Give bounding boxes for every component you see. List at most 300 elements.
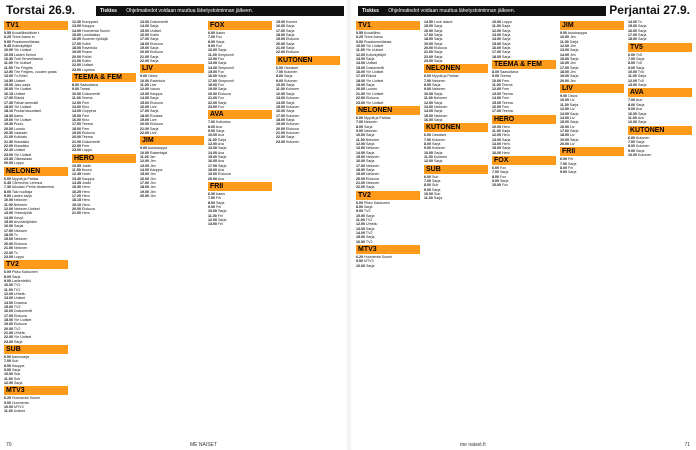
program-listing: 10.00 Sarja xyxy=(424,150,443,155)
program-listing: 14.00 Uutiset xyxy=(356,61,378,66)
program-listing: 11.00 Sarja xyxy=(424,196,443,201)
program-listing: 11.00 Live xyxy=(140,83,157,88)
program-listing: 11.00 Frii xyxy=(208,213,223,218)
program-listing: 10.00 Sarja xyxy=(276,83,295,88)
program-listing: 19.00 Elokuva xyxy=(208,172,231,177)
program-listing: 7.00 Sub xyxy=(4,359,19,364)
program-listing: 6.00 Ostokset xyxy=(424,133,447,138)
program-listing: 15.00 Arvostelijoiden xyxy=(4,220,38,225)
program-listing: 10.00 Sarja xyxy=(356,213,375,218)
program-listing: 18.00 Sarja xyxy=(276,33,295,38)
program-listing: 11.50 The Feights xyxy=(4,65,33,70)
program-listing: 9.00 Lasten sarja xyxy=(4,194,32,199)
program-listing: 10.00 Loppu xyxy=(492,20,512,24)
program-listing: 00.00 Loppu xyxy=(4,161,24,166)
channel-header: TV2 xyxy=(4,260,68,269)
program-listing: 6.00 Fox xyxy=(492,165,506,170)
program-listing: 21.00 Kotikatu xyxy=(4,135,27,140)
program-listing: 15.00 Sarja xyxy=(492,41,511,46)
program-listing: 14.00 TV2 xyxy=(356,231,373,236)
program-listing: 11.00 Sarja xyxy=(560,39,579,44)
program-listing: 12.00 Sarja xyxy=(628,120,647,125)
program-listing: 16.00 Sarja xyxy=(628,28,647,33)
program-listing: 16.00 Fem xyxy=(492,104,510,109)
program-listing: 6.00 Tv5 xyxy=(628,52,642,57)
program-listing: 6.20 Huomenta Suomi xyxy=(4,396,40,401)
program-listing: 20.00 Luonto xyxy=(4,126,25,131)
program-listing: 10.00 Sarja xyxy=(356,263,375,268)
program-listing: 8.00 Sub xyxy=(424,183,439,188)
program-listing: 13.00 Sarja xyxy=(492,33,511,38)
left-banner-text: Ohjelmatiedot voidaan muuttua lähetystoiminnan jälkeen. xyxy=(126,8,254,14)
right-page-column xyxy=(628,20,692,438)
program-listing: 19.00 Elokuva xyxy=(4,322,27,327)
program-listing: 19.00 Elokuva xyxy=(276,37,299,42)
program-listing: 12.00 Sarja xyxy=(492,28,511,33)
program-listing: 11.00 TV2 xyxy=(4,287,21,292)
program-listing: 6.00 Ostokset xyxy=(276,65,299,70)
channel-header: TEEMA & FEM xyxy=(72,73,136,82)
program-listing: 10.00 Yle Uutiset xyxy=(356,44,384,49)
channel-header: FRII xyxy=(208,182,272,191)
program-listing: 17.00 Teema xyxy=(492,109,513,114)
program-listing: 18.15 Hero xyxy=(72,198,90,203)
program-listing: 18.00 Tv xyxy=(4,233,18,238)
program-listing: 13.00 Sarja xyxy=(208,146,227,151)
program-listing: 12.00 Tv5 xyxy=(628,78,644,83)
program-listing: 21.00 Kutonen xyxy=(276,130,300,135)
program-listing: 6.00 Kutonen xyxy=(628,135,650,140)
program-listing: 16.00 Sarja xyxy=(492,46,511,51)
program-listing: 10.00 MTV3 xyxy=(4,405,24,410)
right-page-day: Perjantai 27.9. xyxy=(609,3,690,17)
program-listing: 14.00 Huomenta Suomi xyxy=(72,28,110,33)
program-listing: 10.30 Totti Terveelliseksi xyxy=(4,57,43,62)
program-listing: 21.00 Fox xyxy=(208,96,224,101)
program-listing: 7.00 Kutonen xyxy=(276,70,298,75)
program-listing: 14.00 Simpsonit xyxy=(208,65,234,70)
program-listing: 8.00 Sarja xyxy=(356,124,373,129)
channel-header: TV5 xyxy=(628,43,692,52)
program-listing: 22.00 Sarja xyxy=(356,185,375,190)
program-listing: 16.00 Suomen tykkäjä xyxy=(72,37,108,42)
program-listing: 9.00 Sarja xyxy=(560,170,577,175)
right-banner-text: Ohjelmatiedot voidaan muuttua lähetystoiminnan jälkeen. xyxy=(388,8,516,14)
channel-header: AVA xyxy=(628,88,692,97)
program-listing: 20.00 Jim xyxy=(560,78,576,83)
program-listing: 20.00 Elokuva xyxy=(140,50,163,55)
program-listing: 13.00 Sarja xyxy=(560,48,579,53)
program-listing: 11.00 Yle Uutiset xyxy=(356,48,384,53)
channel-header: NELONEN xyxy=(4,167,68,176)
program-listing: 11.00 Sarja xyxy=(208,137,227,142)
program-listing: 17.00 Elokuva xyxy=(4,313,27,318)
program-listing: 17.00 Sarja xyxy=(140,37,159,42)
program-listing: 12.00 Liv xyxy=(560,107,575,112)
program-listing: 22.00 Uutiset xyxy=(72,63,94,68)
program-listing: 14.00 Liv xyxy=(560,115,575,120)
program-listing: 9.00 Sarja xyxy=(628,148,645,153)
program-listing: 16.00 Sarja xyxy=(424,28,443,33)
program-listing: 16.00 Dokumentti xyxy=(4,309,33,314)
program-listing: 12.00 Urheilu xyxy=(356,222,378,227)
program-listing: 10.00 Rakentajat xyxy=(140,150,168,155)
program-listing: 22.00 Sarja xyxy=(140,59,159,64)
program-listing: 11.00 Nelonen xyxy=(356,137,380,142)
program-listing: 11.00 Nelonen xyxy=(4,202,28,207)
program-listing: 12.00 Urheilu xyxy=(4,291,26,296)
program-listing: 9.45 Kotinäyttäjöt xyxy=(4,44,32,49)
program-listing: 9.00 Nelonen xyxy=(424,87,446,92)
program-listing: 8.00 Fox xyxy=(492,174,506,179)
program-listing: 11.00 Yle Uutiset xyxy=(4,61,32,66)
program-listing: 8.00 Ava xyxy=(208,124,222,129)
program-listing: 22.30 Uutiset xyxy=(4,148,26,153)
channel-header: HERO xyxy=(492,115,556,124)
program-listing: 16.00 Yle Uutiset xyxy=(4,87,32,92)
program-listing: 10.00 Sarja xyxy=(208,209,227,214)
program-listing: 21.00 Kotiin xyxy=(72,59,91,64)
program-listing: 16.00 Sarja xyxy=(276,24,295,29)
program-listing: 16.00 Ava xyxy=(208,159,224,164)
program-listing: 19.30 Puulo xyxy=(4,122,24,127)
program-listing: 19.00 Sarja xyxy=(208,87,227,92)
program-listing: 16.00 Sarja xyxy=(276,109,295,114)
program-listing: 12.45 Hotel xyxy=(72,172,91,177)
program-listing: 6.00 Aamu xyxy=(208,192,226,196)
channel-header: JIM xyxy=(140,136,204,145)
program-listing: 5.55 Kuvailiihtolähde t. xyxy=(4,31,41,35)
program-listing: 23.00 Fox xyxy=(208,104,224,109)
program-listing: 22.00 Tv xyxy=(4,250,18,255)
program-listing: 18.30 Aamu xyxy=(4,113,24,118)
program-listing: 6.00 Frii xyxy=(560,157,573,162)
channel-header: AVA xyxy=(208,110,272,119)
program-listing: 7.30 Aikuisen Perhe Akateemia xyxy=(4,185,54,190)
program-listing: 12.00 Fem xyxy=(72,100,90,105)
program-listing: 15.00 Nelonen xyxy=(424,113,448,118)
program-listing: 20.00 Elokuva xyxy=(140,122,163,127)
program-listing: 8.00 Sarja xyxy=(424,141,441,146)
program-listing: 19.00 Elokuva xyxy=(72,130,95,135)
program-listing: 7.00 Nelonen xyxy=(424,78,446,83)
program-listing: 17.30 Pahan ammatti xyxy=(4,100,39,105)
program-listing: 19.00 Sarja xyxy=(560,137,579,142)
program-listing: 18.00 Yle Uutiset xyxy=(356,78,384,83)
program-listing: 19.00 Nelonen xyxy=(4,237,28,242)
program-listing: 14.00 Sarja xyxy=(492,37,511,42)
program-listing: 7.00 Frii xyxy=(208,196,221,201)
program-listing: 17.00 Simpsonit xyxy=(208,78,234,83)
program-listing: 7.00 Nelonen xyxy=(356,120,378,125)
program-listing: 12.00 Hero xyxy=(492,133,510,138)
program-listing: 12.00 Fem xyxy=(492,87,510,92)
program-listing: 12.00 Sarja xyxy=(276,91,295,96)
program-listing: 10.00 Nelonen xyxy=(4,198,28,203)
program-listing: 11.00 Jim xyxy=(140,154,156,159)
program-listing: 14.00 Fem xyxy=(492,96,510,101)
program-listing: 9.00 Teema xyxy=(492,74,511,79)
program-listing: 10.00 Liv xyxy=(560,98,575,103)
program-listing: 11.00 Sarja xyxy=(492,128,511,133)
channel-header: FRII xyxy=(560,147,624,156)
program-listing: 19.00 Jim xyxy=(140,189,156,194)
program-listing: 18.00 Sarja xyxy=(492,54,511,59)
program-listing: 20.00 Sarja xyxy=(276,41,295,46)
left-page-column xyxy=(140,20,204,438)
program-listing: 6.00 Aamu xyxy=(208,31,226,35)
program-listing: 22.00 Sarja xyxy=(208,100,227,105)
program-listing: 19.00 Yle Uutiset xyxy=(4,117,32,122)
program-listing: 21.00 Sarja xyxy=(140,54,159,59)
program-listing: 13.00 Kutonen xyxy=(276,96,300,101)
channel-header: NELONEN xyxy=(424,64,488,73)
program-listing: 9.00 Sarja xyxy=(424,187,441,192)
program-listing: 10.00 Kutonen xyxy=(628,152,652,157)
program-listing: 14.50 Uutiset xyxy=(4,78,26,83)
program-listing: 10.00 Ava xyxy=(208,133,224,138)
program-listing: 18.00 Sarja xyxy=(276,117,295,122)
program-listing: 14.00 Kauppa xyxy=(140,167,163,172)
program-listing: 12.00 Sarja xyxy=(424,159,443,164)
program-listing: 15.00 Sarja xyxy=(208,154,227,159)
program-listing: 13.00 Nelonen xyxy=(356,146,380,151)
program-listing: 13.00 Sarja xyxy=(356,57,375,62)
program-listing: 16.15 Uutiset xyxy=(4,91,26,96)
right-page-column xyxy=(492,20,556,438)
program-listing: 17.00 Nelosen xyxy=(4,228,28,233)
program-listing: 11.00 Sub xyxy=(4,376,21,381)
program-listing: 19.00 Sarja xyxy=(424,41,443,46)
program-listing: 11.00 Simpsonit xyxy=(208,52,234,57)
right-banner-logo: Tiskiss xyxy=(362,8,379,14)
program-listing: 7.00 Sarja xyxy=(560,161,577,166)
program-listing: 15.00 Fox xyxy=(208,70,224,75)
program-listing: 23.00 Sarja xyxy=(424,59,443,64)
program-listing: 12.00 Sarja xyxy=(208,218,227,223)
program-listing: 6.00 Sub xyxy=(424,174,439,179)
program-listing: 14.00 Sarja xyxy=(276,100,295,105)
left-page-column xyxy=(276,20,340,438)
program-listing: 17.00 Sarja xyxy=(628,33,647,38)
program-listing: 12.00 Ava xyxy=(208,141,224,146)
program-listing: 12.50 The Feights, vuoden paras xyxy=(4,70,57,75)
program-listing: 16.00 Kino xyxy=(72,117,90,122)
program-listing: 8.00 Sarja xyxy=(276,74,293,79)
program-listing: 10.00 Fem xyxy=(492,78,510,83)
program-listing: 15.00 Sarja xyxy=(424,24,443,29)
program-listing: 11.50 Huora xyxy=(72,167,92,172)
program-listing: 16.25 Hero xyxy=(72,189,90,194)
right-page-number: 71 xyxy=(684,442,690,448)
program-listing: 21.30 Klassikko xyxy=(4,139,30,144)
program-listing: 15.00 Sarja xyxy=(356,235,375,240)
program-listing: 21.00 Dokumentti xyxy=(72,139,101,144)
program-listing: 16.00 Sarjat xyxy=(4,224,24,229)
program-listing: 9.00 Frii xyxy=(208,205,221,210)
program-listing: 22.00 Elokuva xyxy=(276,50,299,55)
program-listing: 8.00 Sarja xyxy=(628,102,645,107)
program-listing: 19.00 Sarja xyxy=(560,74,579,79)
program-listing: 17.00 Kotiin xyxy=(72,41,91,46)
right-page-columns xyxy=(356,20,692,438)
program-listing: 9.00 Autokauppa xyxy=(560,31,587,35)
program-listing: 14.00 Draama xyxy=(4,300,27,305)
program-listing: 14.00 Hero xyxy=(492,141,510,146)
program-listing: 14.00 Tv xyxy=(628,20,642,24)
program-listing: 21.00 Sarja xyxy=(424,50,443,55)
program-listing: 10.00 Sarja xyxy=(628,111,647,116)
program-listing: 13.00 Kauppa xyxy=(72,24,95,29)
program-listing: 7.00 Sarja xyxy=(492,170,509,175)
program-listing: 17.00 Nelonen xyxy=(356,163,380,168)
program-listing: 21.00 Nelonen xyxy=(356,181,380,185)
program-listing: 17.00 Sarja xyxy=(492,50,511,55)
channel-header: MTV3 xyxy=(4,386,68,395)
program-listing: 14.00 Sarja xyxy=(140,96,159,101)
channel-header: TV1 xyxy=(356,21,420,30)
program-listing: 14.00 Sarja xyxy=(424,109,443,114)
program-listing: 15.00 Nelonen xyxy=(356,154,380,159)
program-listing: 17.00 Kutonen xyxy=(276,113,300,118)
program-listing: 16.00 Live xyxy=(140,104,157,109)
channel-header: KUTONEN xyxy=(276,56,340,65)
right-page-column xyxy=(424,20,488,438)
program-listing: 10.00 Dokumentti xyxy=(72,91,101,96)
left-footer: ME NAISET xyxy=(190,442,217,448)
program-listing: 14.00 Ooppera xyxy=(72,109,96,114)
left-page-number: 70 xyxy=(6,442,12,448)
program-listing: 17.00 Jim xyxy=(140,181,156,185)
program-listing: 18.00 Elokuva xyxy=(140,41,163,46)
program-listing: 17.00 Sarja xyxy=(424,33,443,38)
program-listing: 15.00 Sarja xyxy=(492,146,511,151)
channel-header: HERO xyxy=(72,154,136,163)
program-listing: 5.55 Kuvailiihto xyxy=(356,31,381,35)
channel-header: TEEMA & FEM xyxy=(492,60,556,69)
program-listing: 9.00 Tanssi xyxy=(72,87,91,92)
program-listing: 9.00 Ostos xyxy=(560,94,578,99)
right-banner xyxy=(358,6,606,16)
program-listing: 9.00 Autokauppa xyxy=(140,146,167,151)
program-listing: 10.00 TV2 xyxy=(4,283,21,288)
program-listing: 12.00 Sarja xyxy=(4,381,23,386)
program-listing: 11.00 Nelonen xyxy=(424,96,448,101)
program-listing: 18.00 Jim xyxy=(560,70,576,75)
program-listing: 13.00 Sarja xyxy=(560,111,579,116)
channel-header: SUB xyxy=(424,165,488,174)
program-listing: 15.00 Jim xyxy=(140,172,156,177)
program-listing: 7.00 Kutonen xyxy=(424,137,446,142)
program-listing: 15.00 Kummi xyxy=(276,20,298,24)
program-listing: 6.00 Pikku Kakkonen xyxy=(4,270,38,275)
program-listing: 20.00 Elokuva xyxy=(208,91,231,96)
program-listing: 11.00 Uutiset xyxy=(4,409,25,414)
program-listing: 14.50 Love Island xyxy=(424,20,453,24)
program-listing: 16.00 Sarja xyxy=(424,117,443,122)
program-listing: 9.00 Ava xyxy=(628,107,642,112)
program-listing: 6.00 Myydä ja Parisia xyxy=(356,115,391,120)
right-page-column xyxy=(356,20,420,438)
program-listing: 10.55 Joslin xyxy=(72,163,92,168)
left-page-column xyxy=(208,20,272,438)
program-listing: 13.40 Kauppa xyxy=(72,176,95,181)
program-listing: 19.00 Live xyxy=(140,117,157,122)
program-listing: 20.00 Elokuva xyxy=(356,176,379,181)
program-listing: 15.00 Fem xyxy=(72,113,90,118)
program-listing: 13.00 Kauppa xyxy=(140,91,163,96)
program-listing: 11.00 Sarja xyxy=(628,74,647,79)
program-listing: 6.25 Terve Aamu tv. xyxy=(4,35,36,40)
program-listing: 10.00 Sarja xyxy=(356,133,375,138)
right-footer: me naiset.fi xyxy=(460,442,486,448)
program-listing: 13.00 Kino xyxy=(72,104,90,109)
program-listing: 16.00 Yle Uutiset xyxy=(356,70,384,75)
program-listing: 13.00 Sarja xyxy=(628,83,647,88)
program-listing: 19.00 Sarja xyxy=(140,46,159,51)
program-listing: 14.35 Joslin xyxy=(72,181,92,185)
program-listing: 10.00 Fox xyxy=(492,183,508,188)
program-listing: 20.00 Elokuva xyxy=(72,207,95,212)
program-listing: 15.00 Kutonen xyxy=(276,104,300,109)
program-listing: 8.00 Kauppa xyxy=(4,363,25,368)
program-listing: 23.00 Loppu xyxy=(4,254,24,259)
program-listing: 8.00 Sarja xyxy=(424,83,441,88)
program-listing: 20.00 Ava xyxy=(208,176,224,181)
program-listing: 18.00 Fox xyxy=(208,83,224,88)
program-listing: 15.00 Lumilaakso xyxy=(72,33,101,38)
program-listing: 15.00 Sarja xyxy=(628,24,647,29)
program-listing: 21.00 Nelonen xyxy=(4,246,28,251)
program-listing: 20.00 TV2 xyxy=(4,326,21,331)
channel-header: KUTONEN xyxy=(424,123,488,132)
program-listing: 11.00 Teema xyxy=(492,83,513,88)
program-listing: 8.00 Sarja xyxy=(4,274,21,279)
program-listing: 17.20 Hero xyxy=(72,194,90,199)
program-listing: 21.00 Hero xyxy=(72,211,90,216)
program-listing: 17.00 Sarja xyxy=(140,109,159,114)
program-listing: 8.00 Sarja xyxy=(208,200,225,205)
program-listing: 23.00 Sarja xyxy=(4,339,23,344)
program-listing: 18.00 Liv xyxy=(560,133,575,138)
program-listing: 8.00 Tv5 xyxy=(628,61,642,66)
program-listing: 15.00 Jazz sarja xyxy=(4,83,31,88)
program-listing: 11.00 Teema xyxy=(72,96,93,101)
left-page-column xyxy=(72,20,136,438)
program-listing: 22.00 Sarja xyxy=(276,135,295,140)
program-listing: 8.00 Sarja xyxy=(208,39,225,44)
program-listing: 8.00 Talo huoltaja xyxy=(4,189,33,194)
program-listing: 9.00 Pusatommillansa xyxy=(4,39,40,44)
channel-header: JIM xyxy=(560,21,624,30)
program-listing: 7.00 Sarja xyxy=(628,57,645,62)
program-listing: 15.00 TV2 xyxy=(4,304,21,309)
program-listing: 13.00 Dokumentti xyxy=(140,20,169,24)
page-gutter xyxy=(346,0,352,450)
channel-header: LIV xyxy=(560,84,624,93)
program-listing: 13.00 Yhteistyötä xyxy=(4,211,32,216)
program-listing: 10.00 Ravintola xyxy=(140,78,165,83)
program-listing: 12.00 Sarja xyxy=(424,100,443,105)
program-listing: 9.00 Fox xyxy=(208,44,222,49)
program-listing: 9.00 Sarja xyxy=(208,128,225,133)
program-listing: 7.00 Ava xyxy=(628,98,642,103)
program-listing: 6.00 Pikku Kakkonen xyxy=(356,200,390,205)
program-listing: 19.10 Hero xyxy=(72,202,90,207)
program-listing: 9.00 Sarja xyxy=(628,65,645,70)
program-listing: 22.00 Yle Uutiset xyxy=(4,335,32,340)
program-listing: 6.45 Olemmme Lehmus xyxy=(4,181,43,185)
